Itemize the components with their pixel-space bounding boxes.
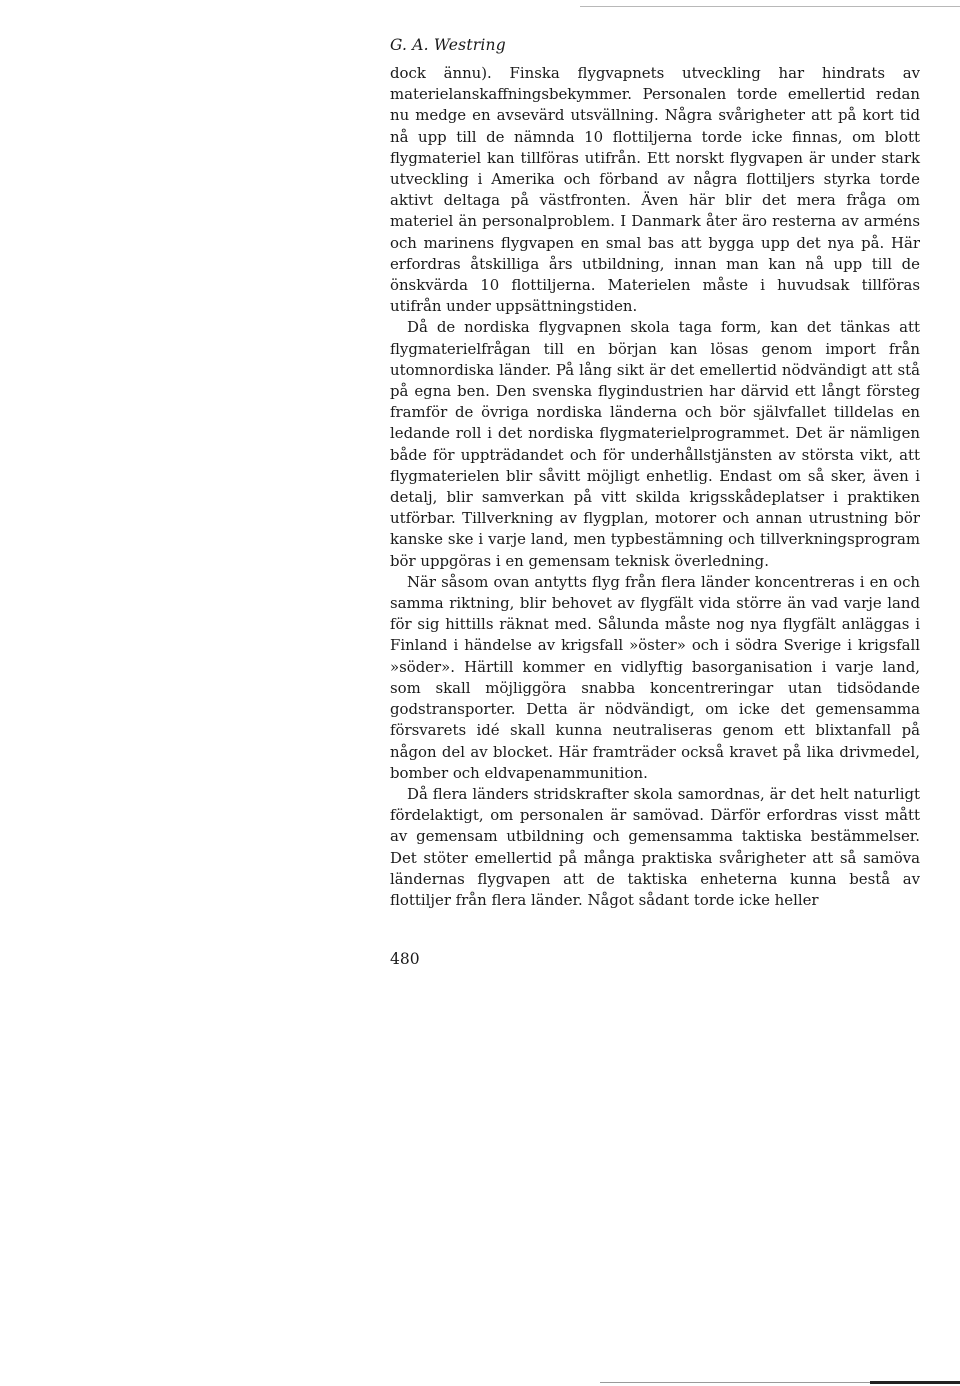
paragraph-4: Då flera länders stridskrafter skola samordnas, är det helt naturligt fördelaktigt, om personalen är samövad. Därför erfordras visst mått av gemensam utbildning och gemensamma taktiska bestämmelser. Det stöter emellertid på många praktiska svårigheter att så samöva ländernas flygvapen att de taktiska enheterna kunna bestå av flottiljer från flera länder. Något sådant torde icke heller — [390, 784, 920, 909]
bottom-edge-rule-thin — [600, 1382, 870, 1383]
page-number: 480 — [390, 950, 420, 968]
top-edge-rule — [580, 6, 960, 7]
paragraph-3: När såsom ovan antytts flyg från flera länder koncentreras i en och samma riktning, blir behovet av flygfält vida större än vad varje land för sig hittills räknat med. Sålunda måste nog nya flygfält anläggas i Finland i händelse av krigsfall »öster» och i södra Sverige i krigsfall »söder». Härtill kommer en vidlyftig basorganisation i varje land, som skall möjliggöra snabba koncentreringar utan tidsödande godstransporter. Detta är nödvändigt, om icke det gemensamma försvarets idé skall kunna neutraliseras genom ett blixtanfall på någon del av blocket. Här framträder också kravet på lika drivmedel, bomber och eldvapenammunition. — [390, 572, 920, 782]
paragraph-1: dock ännu). Finska flygvapnets utveckling har hindrats av materielanskaffningsbekymmer. Personalen torde emellertid redan nu medge en avsevärd utsvällning. Några svårigheter att på kort tid nå upp till de nämnda 10 flottiljerna torde icke finnas, om blott flygmateriel kan tillföras utifrån. Ett norskt flygvapen är under stark utveckling i Amerika och förband av några flottiljers styrka torde aktivt deltaga på västfronten. Även här blir det mera fråga om materiel än personalproblem. I Danmark åter äro resterna av arméns och marinens flygvapen en smal bas att bygga upp det nya på. Här erfordras åtskilliga års utbildning, innan man kan nå upp till de önskvärda 10 flottiljerna. Materielen måste i huvudsak tillföras utifrån under uppsättningstiden. — [390, 64, 920, 316]
running-head-author: G. A. Westring — [390, 36, 506, 54]
body-text — [390, 63, 920, 911]
paragraph-2: Då de nordiska flygvapnen skola taga form, kan det tänkas att flygmaterielfrågan till en början kan lösas genom import från utomnordiska länder. På lång sikt är det emellertid nödvändigt att stå på egna ben. Den svenska flygindustrien har därvid ett långt försteg framför de övriga nordiska länderna och bör självfallet tilldelas en ledande roll i det nordiska flygmaterielprogrammet. Det är nämligen både för uppträdandet och för underhållstjänsten av största vikt, att flygmaterielen blir såvitt möjligt enhetlig. Endast om så sker, även i detalj, blir samverkan på vitt skilda krigsskådeplatser i praktiken utförbar. Tillverkning av flygplan, motorer och annan utrustning bör kanske ske i varje land, men typbestämning och tillverkningsprogram bör uppgöras i en gemensam teknisk överledning. — [390, 318, 920, 570]
bottom-edge-rule — [870, 1381, 960, 1384]
